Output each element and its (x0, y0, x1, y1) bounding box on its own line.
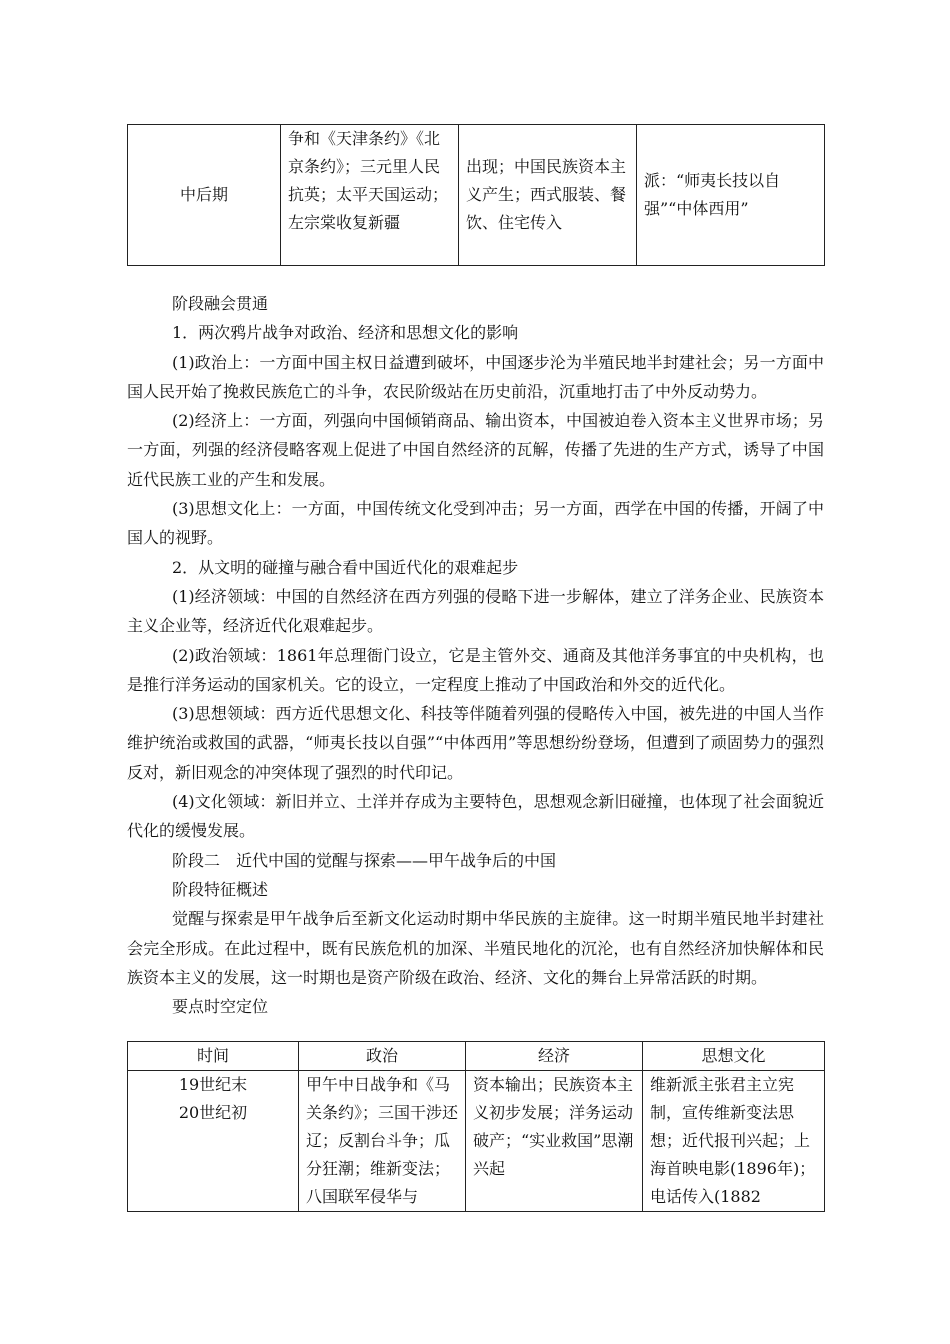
thought-cell: 派：“师夷长技以自强”“中体西用” (637, 125, 825, 266)
table-row (128, 1071, 825, 1212)
subheading: 阶段特征概述 (172, 879, 269, 899)
header-politics: 政治 (299, 1042, 466, 1071)
subheading: 要点时空定位 (172, 997, 269, 1017)
politics-cell: 甲午中日战争和《马关条约》；三国干涉还辽；反割台斗争；瓜分狂潮；维新变法；八国联军侵华与 (299, 1071, 466, 1212)
paragraph: (2)经济上：一方面，列强向中国倾销商品、输出资本，中国被迫卷入资本主义世界市场；另一方面，列强的经济侵略客观上促进了中国自然经济的瓦解，传播了先进的生产方式，诱导了中国近代民族工业的产生和发展。 (127, 411, 824, 489)
time-cell (128, 1071, 299, 1212)
subheading: 1．两次鸦片战争对政治、经济和思想文化的影响 (172, 323, 519, 343)
economy-cell: 出现；中国民族资本主义产生；西式服装、餐饮、住宅传入 (459, 125, 637, 266)
paragraph: (4)文化领域：新旧并立、土洋并存成为主要特色，思想观念新旧碰撞，也体现了社会面貌近代化的缓慢发展。 (127, 792, 824, 841)
header-time: 时间 (128, 1042, 299, 1071)
history-table-continued (127, 124, 825, 266)
section-heading: 阶段二 近代中国的觉醒与探索——甲午战争后的中国 (172, 850, 557, 870)
time-line-2: 20世纪初 (178, 1103, 248, 1122)
thought-cell: 维新派主张君主立宪制，宣传维新变法思想；近代报刊兴起；上海首映电影(1896年)；电话传入(1882 (643, 1071, 825, 1212)
table-row (128, 125, 825, 266)
key-points-table (127, 1041, 825, 1212)
paragraph: (3)思想领域：西方近代思想文化、科技等伴随着列强的侵略传入中国，被先进的中国人当作维护统治或救国的武器，“师夷长技以自强”“中体西用”等思想纷纷登场，但遭到了顽固势力的强烈反对，新旧观念的冲突体现了强烈的时代印记。 (127, 704, 824, 782)
table-header-row (128, 1042, 825, 1071)
time-line-1: 19世纪末 (178, 1075, 248, 1094)
paragraph: (1)经济领域：中国的自然经济在西方列强的侵略下进一步解体，建立了洋务企业、民族资本主义企业等，经济近代化艰难起步。 (127, 586, 824, 636)
period-cell: 中后期 (128, 125, 281, 266)
subheading: 2．从文明的碰撞与融合看中国近代化的艰难起步 (172, 557, 519, 577)
paragraph: (2)政治领域：1861年总理衙门设立，它是主管外交、通商及其他洋务事宜的中央机构，也是推行洋务运动的国家机关。它的设立，一定程度上推动了中国政治和外交的近代化。 (127, 645, 824, 694)
header-economy: 经济 (466, 1042, 643, 1071)
header-thought: 思想文化 (643, 1042, 825, 1071)
body-text-block-1 (127, 289, 824, 1021)
paragraph: (3)思想文化上：一方面，中国传统文化受到冲击；另一方面，西学在中国的传播，开阔了中国人的视野。 (127, 499, 824, 548)
politics-cell: 争和《天津条约》《北京条约》；三元里人民抗英；太平天国运动；左宗棠收复新疆 (281, 125, 459, 266)
economy-cell: 资本输出；民族资本主义初步发展；洋务运动破产；“实业救国”思潮兴起 (466, 1071, 643, 1212)
section-heading: 阶段融会贯通 (172, 294, 269, 313)
paragraph: 觉醒与探索是甲午战争后至新文化运动时期中华民族的主旋律。这一时期半殖民地半封建社会完全形成。在此过程中，既有民族危机的加深、半殖民地化的沉沦，也有自然经济加快解体和民族资本主义的发展，这一时期也是资产阶级在政治、经济、文化的舞台上异常活跃的时期。 (127, 909, 824, 987)
paragraph: (1)政治上：一方面中国主权日益遭到破坏，中国逐步沦为半殖民地半封建社会；另一方面中国人民开始了挽救民族危亡的斗争，农民阶级站在历史前沿，沉重地打击了中外反动势力。 (127, 352, 824, 401)
